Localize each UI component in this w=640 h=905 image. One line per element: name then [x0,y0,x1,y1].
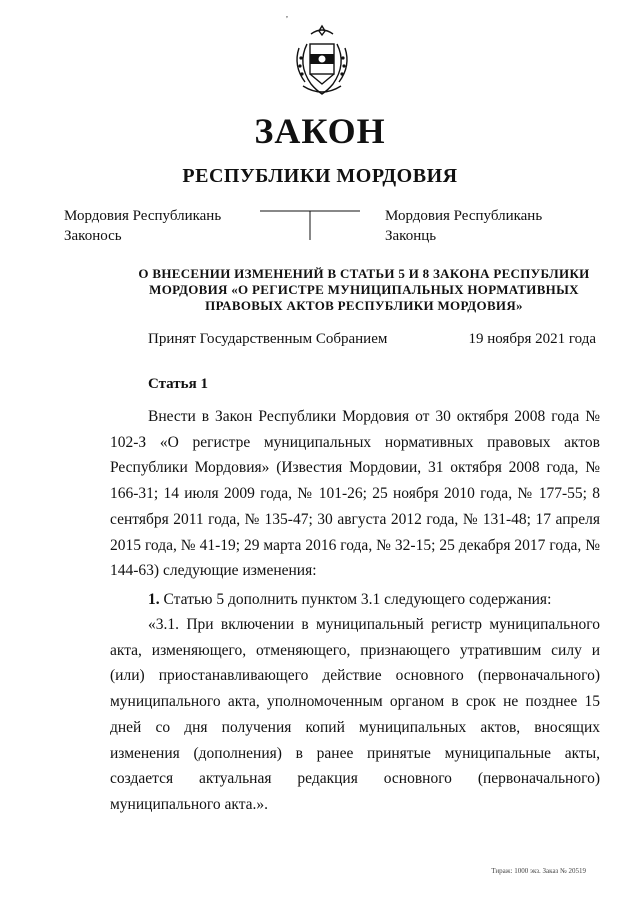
law-heading-line1: О ВНЕСЕНИИ ИЗМЕНЕНИЙ В СТАТЬИ 5 И 8 ЗАКОНА РЕСПУБЛИКИ [138,266,590,281]
right-name-line2: Законць [385,228,437,244]
item-number: 1. [148,591,160,608]
left-name-line2: Законось [64,228,122,244]
coat-of-arms-icon [289,22,355,102]
adopted-date: 19 ноября 2021 года [468,331,596,347]
header-divider [260,210,360,240]
left-name-block [64,206,221,246]
article-paragraph: Внести в Закон Республики Мордовия от 30 октября 2008 года № 102-З «О регистре муниципальных нормативных правовых актов Республики Мордовия» (Известия Мордовии, 31 октября 2008 года, № 166-31; 14 июля 2009 года, № 101-26; 25 ноября 2010 года, № 177-55; 8 сентября 2011 года, № 135-47; 30 августа 2012 года, № 131-48; 17 апреля 2015 года, № 41-19; 29 марта 2016 года, № 32-15; 25 декабря 2017 года, № 144-63) следующие изменения: [110,408,600,580]
article-title: Статья 1 [148,376,208,392]
document-title: ЗАКОН [254,111,386,151]
print-info: Тираж: 1000 экз. Заказ № 20519 [491,867,586,875]
law-heading-line2: МОРДОВИЯ «О РЕГИСТРЕ МУНИЦИПАЛЬНЫХ НОРМАТИВНЫХ [149,282,579,297]
law-heading [120,266,608,314]
scan-mark: , [286,10,288,19]
document-subtitle: РЕСПУБЛИКИ МОРДОВИЯ [182,165,458,187]
item-text: Статью 5 дополнить пунктом 3.1 следующего содержания: [159,591,552,608]
law-heading-line3: ПРАВОВЫХ АКТОВ РЕСПУБЛИКИ МОРДОВИЯ» [205,298,523,313]
item-paragraph [110,587,600,613]
right-name-block [385,206,542,246]
quoted-paragraph: «3.1. При включении в муниципальный регистр муниципального акта, изменяющего, отменяющего, признающего утратившим силу и (или) приостанавливающего действие основного (первоначального) муниципального акта, уполномоченным органом в срок не позднее 15 дней со дня получения копий муниципальных актов, вносящих изменения (дополнения) в ранее принятые муниципальные акты, создается актуальная редакция основного (первоначального) муниципального акта.». [110,616,600,813]
right-name-line1: Мордовия Республикань [385,208,543,224]
left-name-line1: Мордовия Республикань [64,208,222,224]
adopted-by: Принят Государственным Собранием [148,331,388,347]
